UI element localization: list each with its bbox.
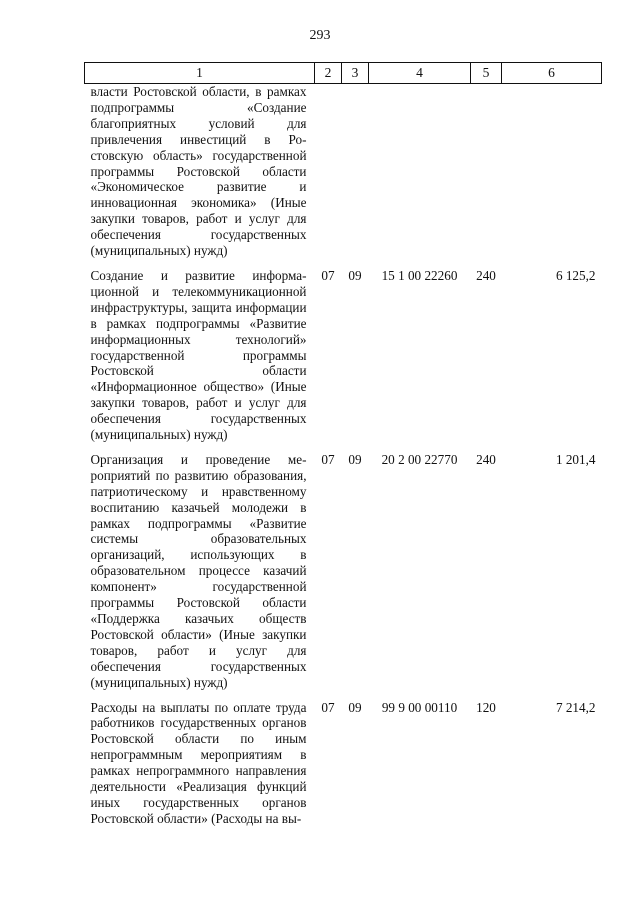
row-description: власти Ростовской области, в рамках подпрограммы «Создание благоприятных условий для привлечения инвестиций в Ростовскую область» государственной программы Ростовской области «Экономическое развитие и инновационная экономика» (Иные закупки товаров, работ и услуг для обеспечения государственных (муниципальных) нужд)	[90, 84, 307, 259]
row-amount: 6 125,2	[555, 267, 596, 283]
row-amount: 7 214,2	[555, 699, 596, 715]
row-description: Создание и развитие информационной и телекоммуникационной инфраструктуры, защита информации в рамках подпрограммы «Развитие информационных технологий» государственной программы Ростовской области «Информационное общество» (Иные закупки товаров, работ и услуг для обеспечения государственных (муниципальных) нужд)	[90, 267, 307, 443]
column-header-2: 2	[315, 63, 342, 84]
row-target-code: 20 2 00 22770	[381, 451, 458, 467]
table-row	[85, 700, 602, 836]
column-header-1: 1	[85, 63, 315, 84]
table-row	[85, 84, 602, 268]
row-expense-type: 240	[476, 451, 496, 467]
row-subsection: 09	[348, 699, 362, 715]
row-description: Организация и проведение мероприятий по развитию образования, патриотическому и нравственному воспитанию казачьей молодежи в рамках подпрограммы «Развитие системы образовательных организаций, использующих в образовательном процессе казачий компонент» государственной программы Ростовской области «Поддержка казачьих обществ Ростовской области» (Иные закупки товаров, работ и услуг для обеспечения государственных (муниципальных) нужд)	[90, 451, 307, 690]
row-section: 07	[321, 451, 335, 467]
row-expense-type: 120	[476, 699, 496, 715]
row-section: 07	[321, 267, 335, 283]
header-row	[85, 63, 602, 84]
row-target-code: 15 1 00 22260	[381, 267, 458, 283]
table-row	[85, 268, 602, 452]
row-amount: 1 201,4	[555, 451, 596, 467]
row-expense-type: 240	[476, 267, 496, 283]
column-header-4: 4	[369, 63, 471, 84]
row-section	[315, 84, 342, 268]
row-target-code	[369, 84, 471, 268]
column-header-5: 5	[471, 63, 502, 84]
page-number: 293	[309, 28, 331, 43]
column-header-6: 6	[502, 63, 602, 84]
table-row	[85, 452, 602, 700]
budget-table	[84, 62, 602, 836]
row-subsection: 09	[348, 451, 362, 467]
row-subsection	[342, 84, 369, 268]
row-section: 07	[321, 699, 335, 715]
column-header-3: 3	[342, 63, 369, 84]
row-amount	[502, 84, 602, 268]
row-target-code: 99 9 00 00110	[381, 699, 458, 715]
row-description: Расходы на выплаты по оплате труда работников государственных органов Ростовской области по иным непрограммным мероприятиям в рамках непрограммного направления деятельности «Реализация функций иных государственных органов Ростовской области» (Расходы на вы-	[90, 699, 307, 826]
row-expense-type	[471, 84, 502, 268]
row-subsection: 09	[348, 267, 362, 283]
